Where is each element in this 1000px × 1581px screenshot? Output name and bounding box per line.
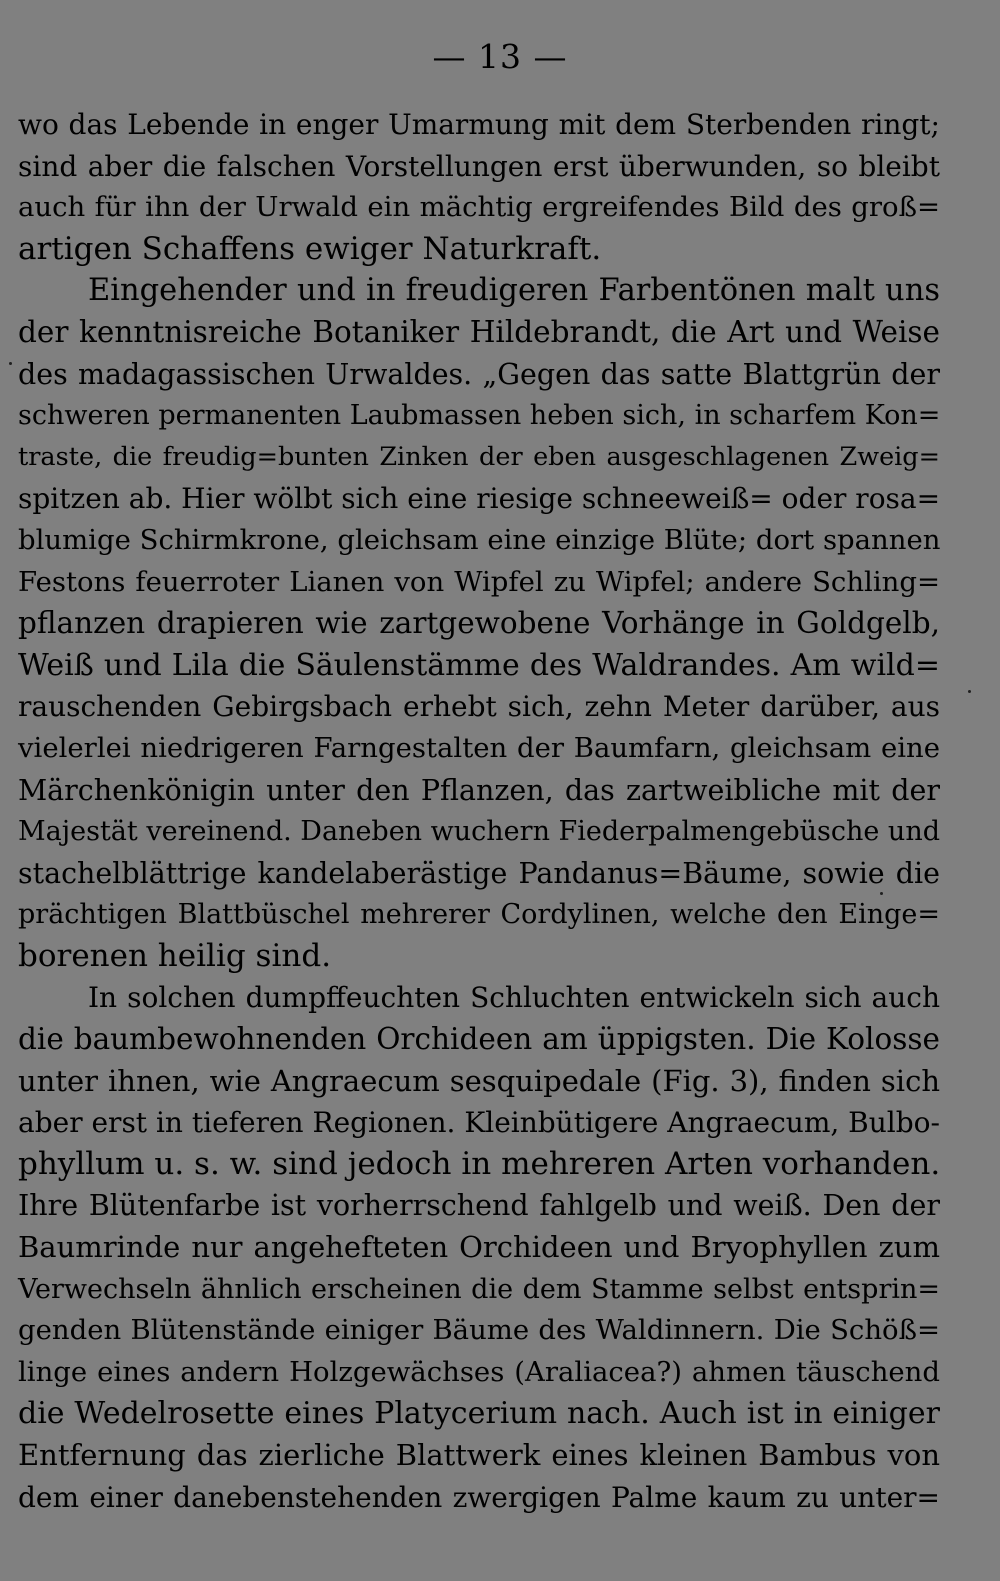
text-line: phyllum u. s. w. sind jedoch in mehreren Arten vorhanden.: [18, 1145, 941, 1182]
text-line: In solchen dumpffeuchten Schluchten entwickeln sich auch: [88, 981, 940, 1015]
print-speck: [880, 892, 883, 895]
print-speck: [9, 362, 12, 365]
print-speck: [968, 690, 971, 693]
text-line: spitzen ab. Hier wölbt sich eine riesige schneeweiß= oder rosa=: [18, 482, 941, 516]
text-line: Ihre Blütenfarbe ist vorherrschend fahlgelb und weiß. Den der: [18, 1189, 940, 1223]
page-number: — 13 —: [432, 37, 568, 76]
text-line: Majestät vereinend. Daneben wuchern Fiederpalmengebüsche und: [18, 816, 940, 848]
text-line: die baumbewohnenden Orchideen am üppigsten. Die Kolosse: [18, 1022, 940, 1057]
text-line: Verwechseln ähnlich erscheinen die dem Stamme selbst entsprin=: [18, 1273, 940, 1305]
text-line: stachelblättrige kandelaberästige Pandanus=Bäume, sowie die: [18, 856, 940, 890]
text-line: borenen heilig sind.: [18, 937, 332, 974]
text-line: Entfernung das zierliche Blattwerk eines kleinen Bambus von: [18, 1438, 940, 1472]
text-line: Festons feuerroter Lianen von Wipfel zu Wipfel; andere Schling=: [18, 565, 940, 598]
text-line: artigen Schaffens ewiger Naturkraft.: [18, 230, 602, 267]
text-line: der kenntnisreiche Botaniker Hildebrandt, die Art und Weise: [18, 314, 940, 349]
text-line: traste, die freudig=bunten Zinken der eben ausgeschlagenen Zweig=: [18, 441, 940, 472]
text-line: wo das Lebende in enger Umarmung mit dem Sterbenden ringt;: [18, 108, 940, 141]
text-line: Baumrinde nur angehefteten Orchideen und Bryophyllen zum: [18, 1230, 940, 1265]
text-line: prächtigen Blattbüschel mehrerer Cordylinen, welche den Einge=: [18, 899, 940, 931]
text-line: blumige Schirmkrone, gleichsam eine einzige Blüte; dort spannen: [18, 523, 941, 556]
text-line: des madagassischen Urwaldes. „Gegen das satte Blattgrün der: [18, 357, 940, 391]
text-line: schweren permanenten Laubmassen heben sich, in scharfem Kon=: [18, 400, 941, 432]
text-line: Märchenkönigin unter den Pflanzen, das zartweibliche mit der: [18, 773, 940, 807]
text-line: auch für ihn der Urwald ein mächtig ergreifendes Bild des groß=: [18, 191, 940, 224]
text-line: pflanzen drapieren wie zartgewobene Vorhänge in Goldgelb,: [18, 606, 940, 641]
text-line: dem einer danebenstehenden zwergigen Palme kaum zu unter=: [18, 1480, 940, 1514]
text-line: Eingehender und in freudigeren Farbentönen malt uns: [88, 273, 940, 309]
text-line: unter ihnen, wie Angraecum sesquipedale (Fig. 3), finden sich: [18, 1063, 940, 1098]
text-line: sind aber die falschen Vorstellungen erst überwunden, so bleibt: [18, 149, 940, 183]
body-text: [18, 104, 940, 1518]
text-line: genden Blütenstände einiger Bäume des Waldinnern. Die Schöß=: [18, 1314, 940, 1347]
text-line: vielerlei niedrigeren Farngestalten der Baumfarn, gleichsam eine: [18, 731, 940, 764]
text-line: Weiß und Lila die Säulenstämme des Waldrandes. Am wild=: [18, 647, 940, 683]
text-line: linge eines andern Holzgewächses (Araliacea?) ahmen täuschend: [18, 1355, 940, 1388]
text-line: aber erst in tieferen Regionen. Kleinbütigere Angraecum, Bulbo-: [18, 1106, 940, 1140]
text-line: die Wedelrosette eines Platycerium nach. Auch ist in einiger: [18, 1396, 940, 1432]
text-line: rauschenden Gebirgsbach erhebt sich, zehn Meter darüber, aus: [18, 690, 940, 724]
